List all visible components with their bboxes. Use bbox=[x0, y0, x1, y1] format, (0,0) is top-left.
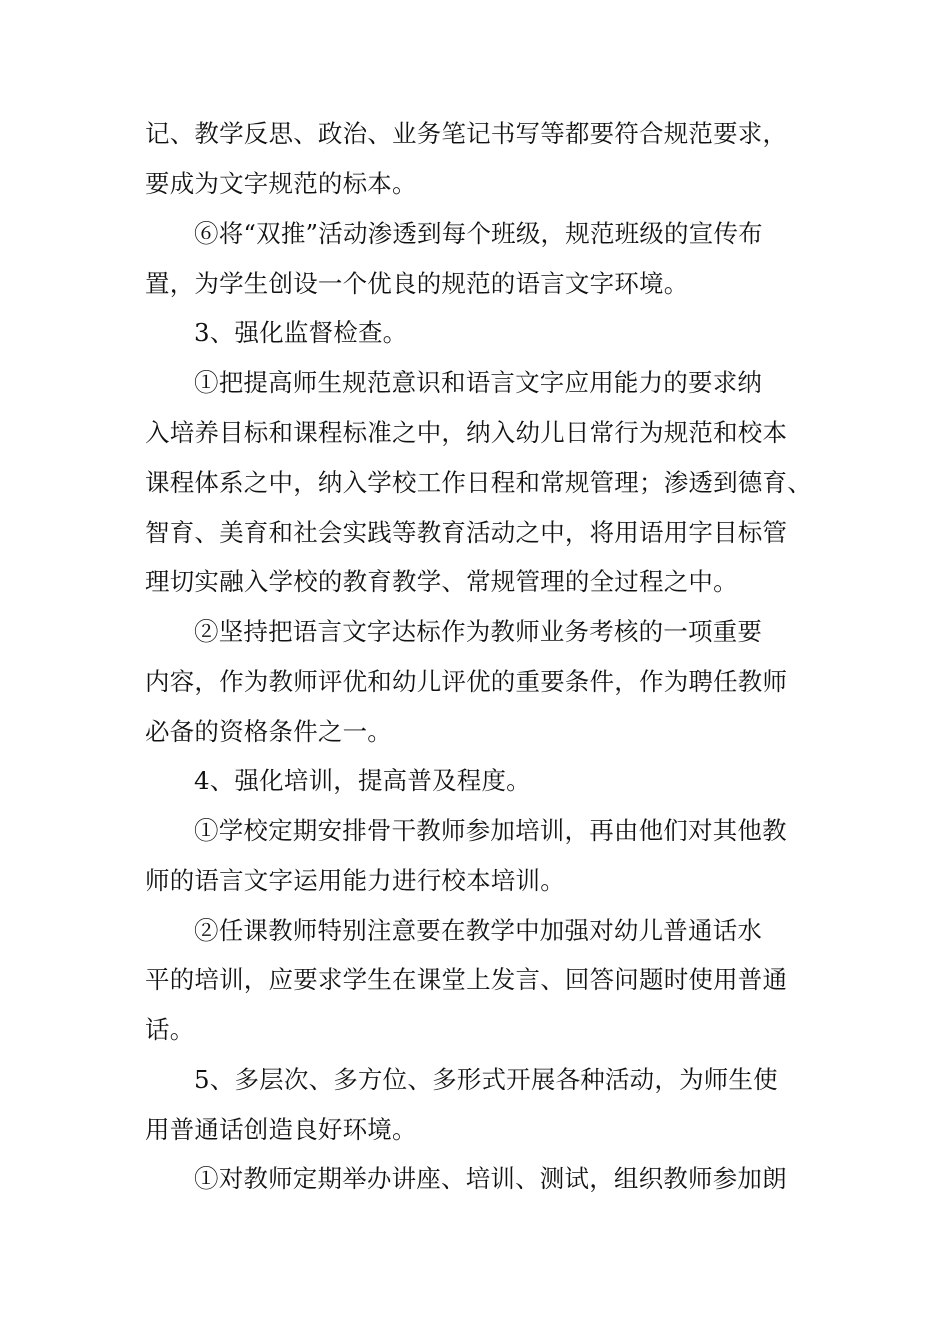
text-line: ②坚持把语言文字达标作为教师业务考核的一项重要 bbox=[194, 617, 763, 646]
text-line: ①把提高师生规范意识和语言文字应用能力的要求纳 bbox=[194, 368, 763, 397]
text-line: 用普通话创造良好环境。 bbox=[145, 1115, 417, 1144]
section-heading: 3、强化监督检查。 bbox=[194, 318, 408, 347]
text-line: ⑥将“双推”活动渗透到每个班级，规范班级的宣传布 bbox=[194, 219, 763, 248]
text-line: 师的语言文字运用能力进行校本培训。 bbox=[145, 866, 565, 895]
text-line: 必备的资格条件之一。 bbox=[145, 717, 392, 746]
section-heading: 4、强化培训，提高普及程度。 bbox=[194, 766, 531, 795]
text-line: 平的培训，应要求学生在课堂上发言、回答问题时使用普通 bbox=[145, 965, 788, 994]
text-line: 置，为学生创设一个优良的规范的语言文字环境。 bbox=[145, 269, 689, 298]
text-line: 课程体系之中，纳入学校工作日程和常规管理；渗透到德育、 bbox=[145, 468, 812, 497]
text-line: 记、教学反思、政治、业务笔记书写等都要符合规范要求， bbox=[145, 119, 788, 148]
text-line: ①学校定期安排骨干教师参加培训，再由他们对其他教 bbox=[194, 816, 787, 845]
text-line: 入培养目标和课程标准之中，纳入幼儿日常行为规范和校本 bbox=[145, 418, 788, 447]
text-line: ②任课教师特别注意要在教学中加强对幼儿普通话水 bbox=[194, 916, 763, 945]
section-heading: 5、多层次、多方位、多形式开展各种活动，为师生使 bbox=[194, 1065, 778, 1094]
text-line: 话。 bbox=[145, 1015, 195, 1044]
text-line: 要成为文字规范的标本。 bbox=[145, 169, 417, 198]
text-line: 内容，作为教师评优和幼儿评优的重要条件，作为聘任教师 bbox=[145, 667, 788, 696]
text-line: ①对教师定期举办讲座、培训、测试，组织教师参加朗 bbox=[194, 1164, 787, 1193]
text-line: 智育、美育和社会实践等教育活动之中，将用语用字目标管 bbox=[145, 518, 788, 547]
text-line: 理切实融入学校的教育教学、常规管理的全过程之中。 bbox=[145, 567, 738, 596]
